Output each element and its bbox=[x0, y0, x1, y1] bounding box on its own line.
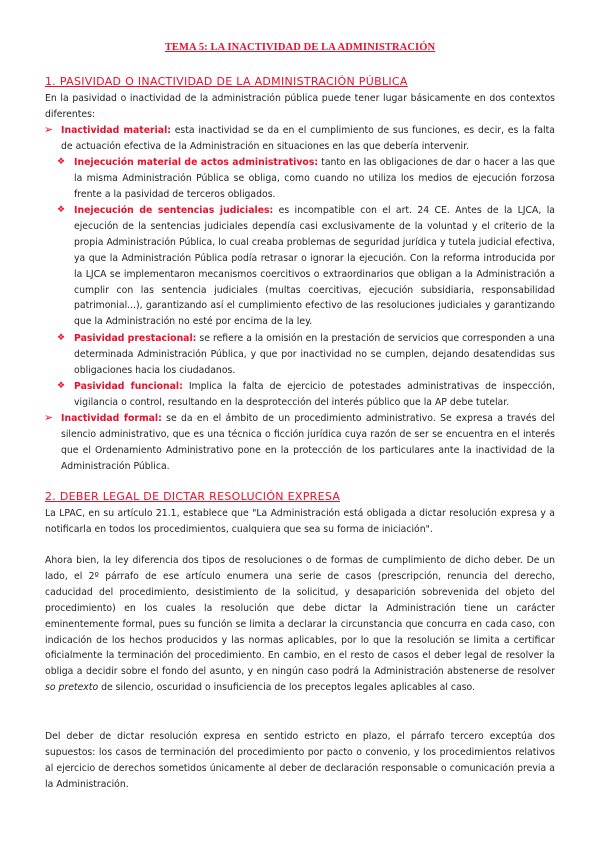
diamond-bullet-icon: ❖ bbox=[57, 205, 66, 215]
arrow-bullet-icon: ➢ bbox=[44, 123, 54, 136]
document-title: TEMA 5: LA INACTIVIDAD DE LA ADMINISTRACIÓN bbox=[164, 42, 436, 53]
material-inactivity-item bbox=[61, 123, 555, 155]
section-1-heading: 1. PASIVIDAD O INACTIVIDAD DE LA ADMINISTRACIÓN PÚBLICA bbox=[45, 75, 408, 88]
section-2-heading: 2. DEBER LEGAL DE DICTAR RESOLUCIÓN EXPRESA bbox=[45, 490, 341, 503]
sub-item-material-execution bbox=[74, 155, 555, 203]
section-1-intro: En la pasividad o inactividad de la administración pública puede tener lugar básicamente en dos contextos diferentes: bbox=[45, 93, 555, 120]
paragraph-2-italic: so pretexto bbox=[45, 682, 99, 694]
formal-inactivity-item bbox=[61, 411, 555, 475]
sub-item-label: Pasividad funcional: bbox=[74, 381, 183, 392]
sub-item-functional-passivity bbox=[74, 379, 555, 411]
arrow-bullet-icon: ➢ bbox=[44, 411, 54, 424]
diamond-bullet-icon: ❖ bbox=[57, 381, 66, 391]
sub-item-text: tanto en las obligaciones de dar o hacer a las que la misma Administración Pública se obliga, como cuando no utiliza los medios de ejecución forzosa frente a la pasividad de terceros obligados. bbox=[74, 157, 556, 200]
diamond-bullet-icon: ❖ bbox=[57, 333, 66, 343]
sub-item-label: Inejecución de sentencias judiciales: bbox=[74, 205, 274, 216]
sub-item-text: Implica la falta de ejercicio de potestades administrativas de inspección, vigilancia o control, resultando en la desprotección del interés público que la AP debe tutelar. bbox=[74, 381, 555, 408]
sub-item-label: Inejecución material de actos administrativos: bbox=[74, 157, 319, 168]
section-2-paragraph-3: Del deber de dictar resolución expresa en sentido estricto en plazo, el párrafo tercero exceptúa dos supuestos: los casos de terminación del procedimiento por pacto o convenio, y los procedimientos relativos al ejercicio de derechos sometidos únicamente al deber de declaración responsable o comunicación previa a la Administración. bbox=[45, 731, 555, 790]
formal-inactivity-text: se da en el ámbito de un procedimiento administrativo. Se expresa a través del silencio administrativo, que es una técnica o ficción jurídica cuya razón de ser se encuentra en el interés que el Ordenamiento Administrativo pone en la protección de los particulares ante la inactividad de la Administración Pública. bbox=[61, 413, 555, 472]
formal-inactivity-label: Inactividad formal: bbox=[61, 413, 162, 424]
sub-item-text: se refiere a la omisión en la prestación de servicios que corresponden a una determinada Administración Pública, y que por inactividad no se cumplen, dejando desatendidas sus obligaciones hacia los ciudadanos. bbox=[74, 333, 555, 376]
material-inactivity-text: esta inactividad se da en el cumplimiento de sus funciones, es decir, es la falta de actuación efectiva de la Administración en situaciones en las que debería intervenir. bbox=[61, 125, 555, 152]
sub-item-text: es incompatible con el art. 24 CE. Antes de la LJCA, la ejecución de la sentencias judiciales dependía casi exclusivamente de la voluntad y el criterio de la propia Administración Pública, lo cual creaba problemas de seguridad jurídica y tutela judicial efectiva, ya que la Administración Pública podía retrasar o ignorar la ejecución. Con la reforma introducida por la LJCA se implementaron mecanismos coercitivos o extraordinarios que obligan a la Administración a cumplir con las sentencia judiciales (multas coercitivas, ejecución subsidiaria, responsabilidad patrimonial...), garantizando así el cumplimiento efectivo de las resoluciones judiciales y garantizando que la Administración no esté por encima de la ley. bbox=[74, 205, 555, 328]
paragraph-2-text-a: Ahora bien, la ley diferencia dos tipos de resoluciones o de formas de cumplimiento de dicho deber. De un lado, el 2º párrafo de ese artículo enumera una serie de casos (prescripción, renuncia del derecho, caducidad del procedimiento, desistimiento de la solicitud, y desaparición sobrevenida del objeto del procedimiento) en los cuales la resolución que debe dictar la Administración tiene un carácter eminentemente formal, pues su función se limita a declarar la circunstancia que concurra en cada caso, con indicación de los hechos producidos y las normas aplicables, por lo que la resolución se limita a certificar oficialmente la terminación del procedimiento. En cambio, en el resto de casos el deber legal de resolver la obliga a decidir sobre el fondo del asunto, y en ningún caso podrá la Administración abstenerse de resolver bbox=[45, 555, 555, 678]
sub-item-prestational-passivity bbox=[74, 331, 555, 379]
section-2-paragraph-1: La LPAC, en su artículo 21.1, establece que "La Administración está obligada a dictar resolución expresa y a notificarla en todos los procedimientos, cualquiera que sea su forma de iniciación". bbox=[45, 508, 555, 535]
material-inactivity-label: Inactividad material: bbox=[61, 125, 171, 136]
section-2-paragraph-2 bbox=[45, 553, 555, 696]
sub-item-judicial-sentences bbox=[74, 203, 555, 330]
diamond-bullet-icon: ❖ bbox=[57, 157, 66, 167]
paragraph-2-text-b: de silencio, oscuridad o insuficiencia de los preceptos legales aplicables al caso. bbox=[98, 682, 476, 694]
sub-item-label: Pasividad prestacional: bbox=[74, 333, 197, 344]
